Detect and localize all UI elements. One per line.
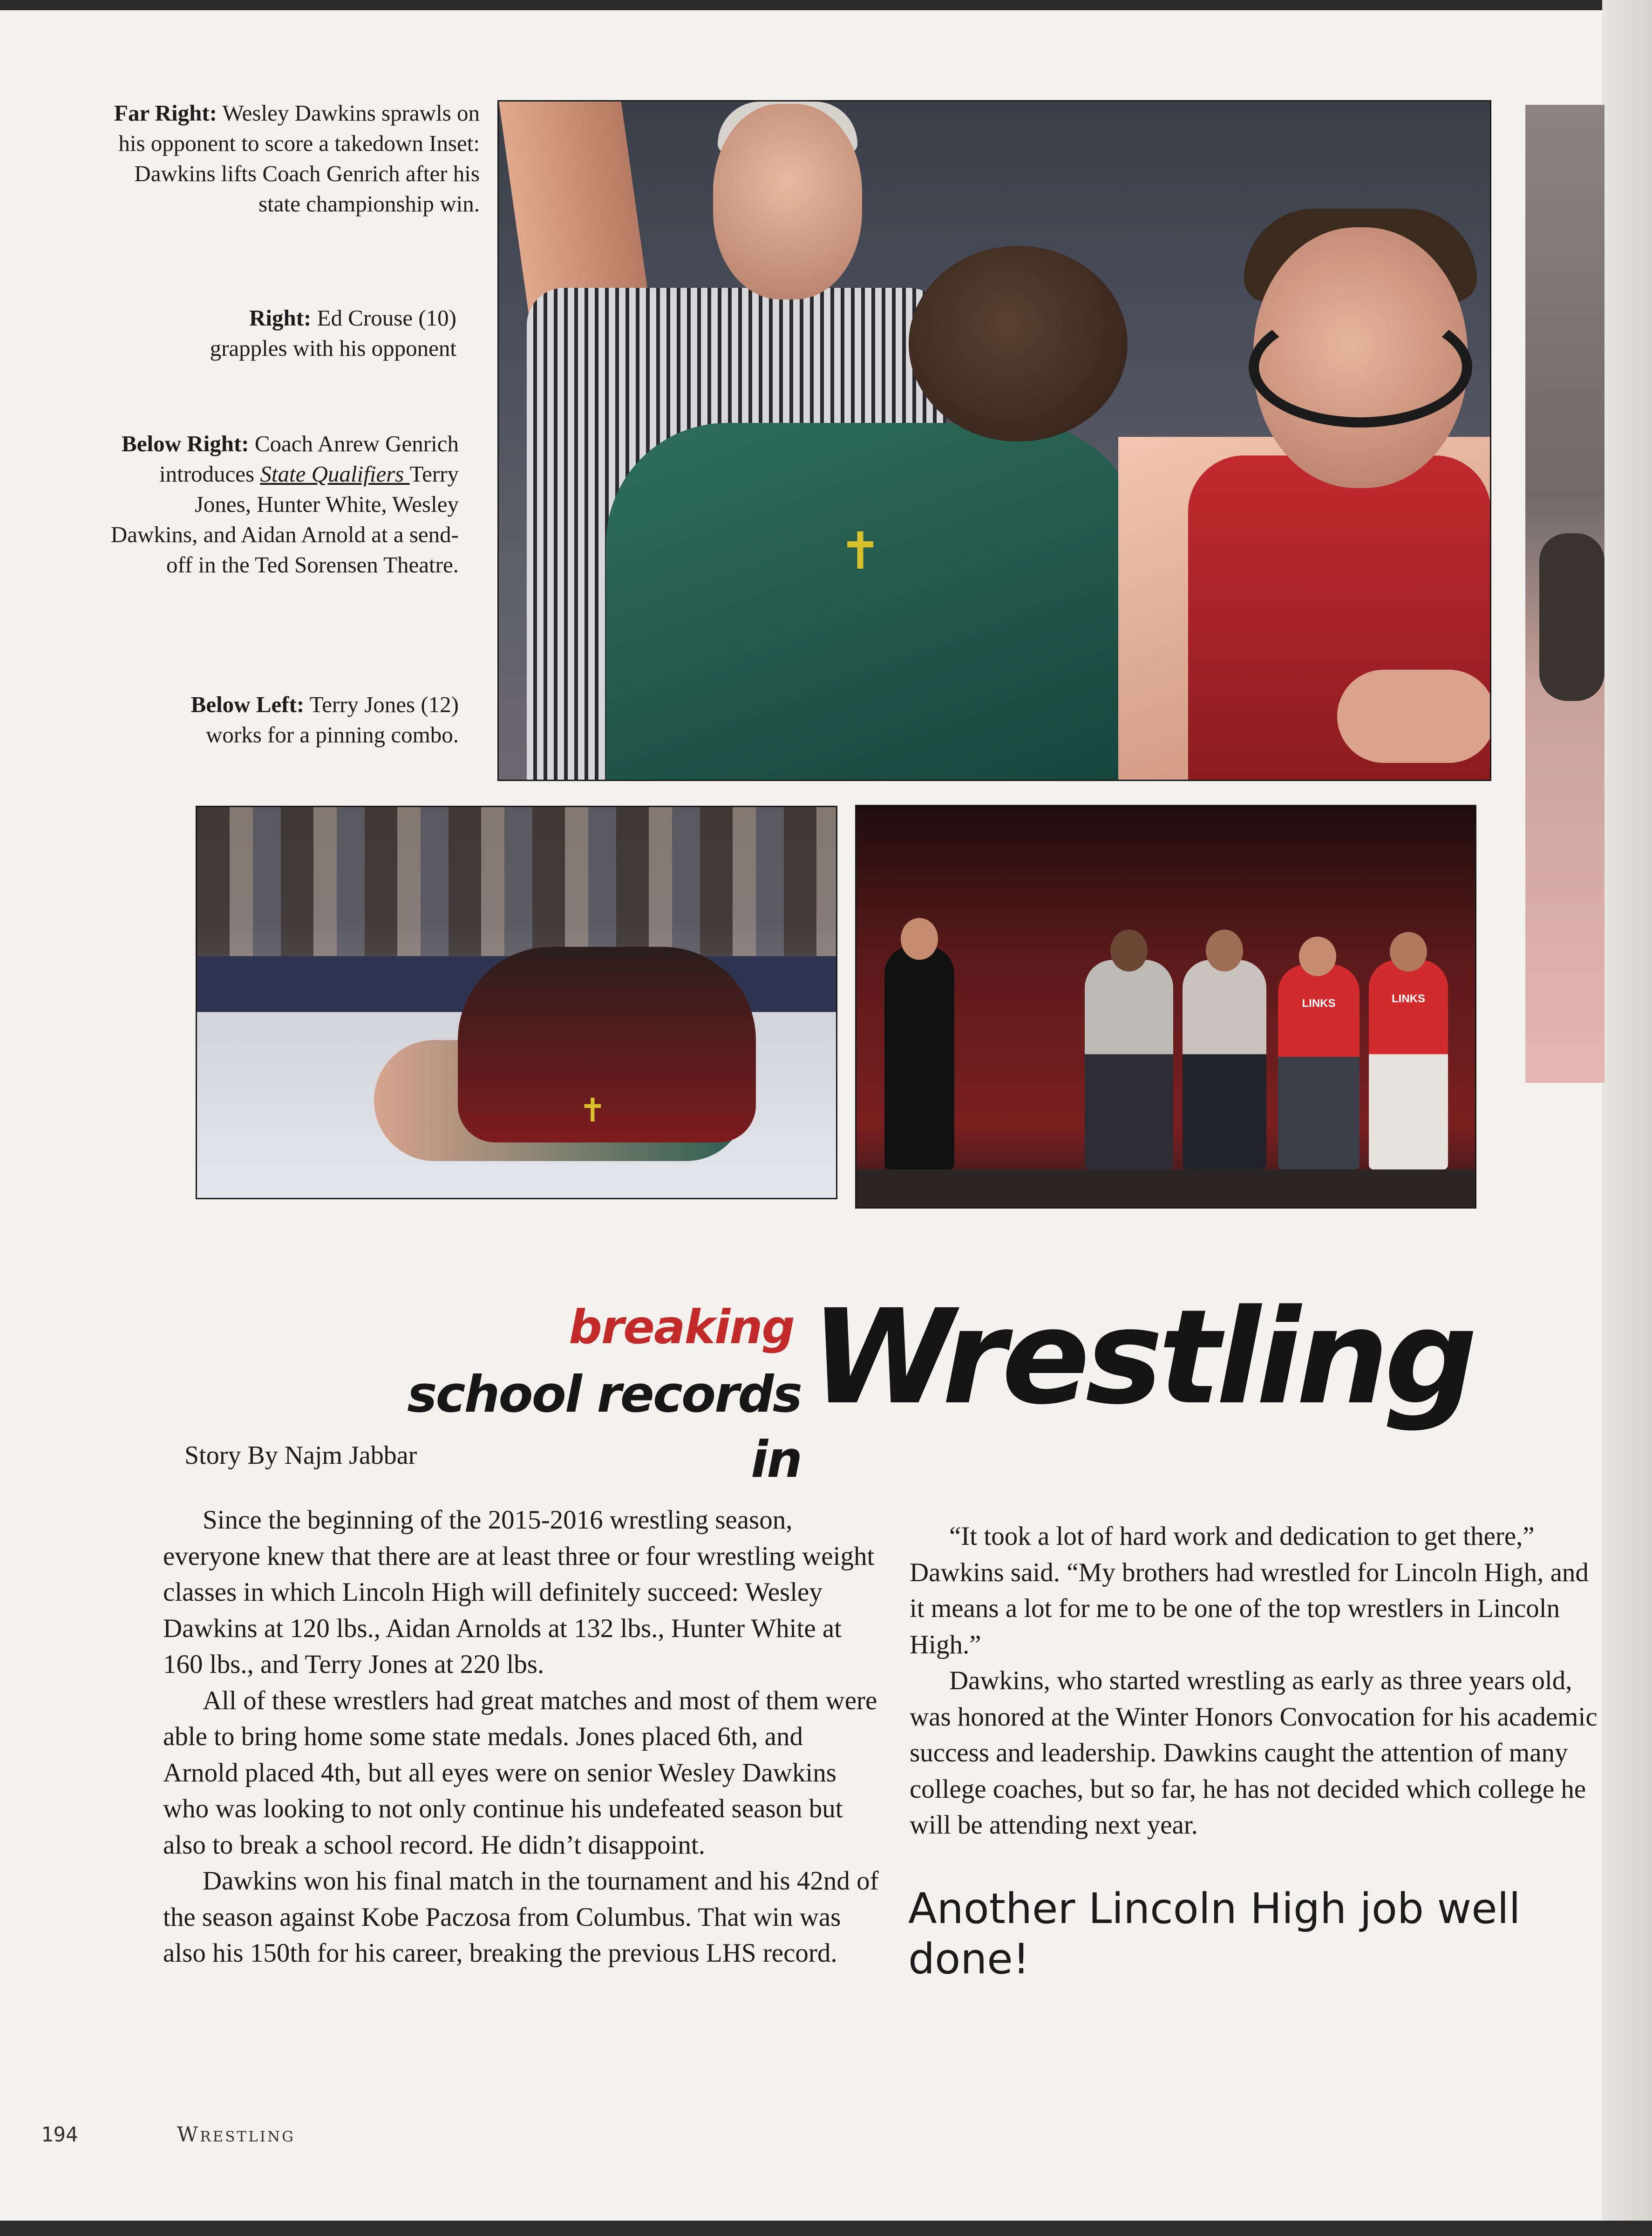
bleed-figure [1539,533,1604,701]
article-paragraph: Dawkins won his final match in the tournament and his 42nd of the season against Kobe Paczosa from Columbus. That win was also his 150th for his career, breaking the previous LHS record. [163,1866,879,1968]
article-closer: Another Lincoln High job well done! [908,1884,1521,1984]
referee-head [713,104,862,299]
wrestler-head-3 [1299,937,1336,976]
wrestler-head-4 [1390,932,1427,972]
page-right-edge [1602,0,1652,2236]
photo-pinning-combo [196,806,837,1199]
caption-below-right: Below Right: Coach Anrew Genrich introduces State Qualifiers Terry Jones, Hunter White, Wesley Dawkins, and Aidan Arnold at a send-off in the Ted Sorensen Theatre. [110,431,459,578]
stage-floor [857,1169,1476,1209]
article-column-right [910,1518,1608,1843]
caption-right: Right: Ed Crouse (10) grapples with his opponent [210,305,456,361]
article-paragraph: Dawkins, who started wrestling as early as three years old, was honored at the Winter Honors Convocation for his academic success and leadership. Dawkins caught the attention of many college coaches, but so far, he has not decided which college he will be attending next year. [910,1666,1598,1840]
wrestler-figure-2 [1183,960,1266,1169]
caption-far-right: Far Right: Wesley Dawkins sprawls on his opponent to score a takedown Inset: Dawkins lifts Coach Genrich after his state championship win. [114,100,480,217]
page-top-edge [0,0,1652,10]
page-number: 194 [41,2123,78,2147]
photo-referee-and-wrestlers [497,100,1491,781]
wrestler-figure-4 [1369,960,1448,1169]
article-paragraph: Since the beginning of the 2015-2016 wrestling season, everyone knew that there are at least three or four wrestling weight classes in which Lincoln High will definitely succeed: Wesley Dawkins at 120 lbs., Aidan Arnolds at 132 lbs., Hunter White at 160 lbs., and Terry Jones at 220 lbs. [163,1505,875,1679]
caption-below-left: Below Left: Terry Jones (12) works for a pinning combo. [190,692,459,748]
photo-send-off-stage [855,805,1476,1209]
green-singlet-wrestler [606,423,1142,781]
coach-figure [884,946,954,1169]
wrestler-figure-3 [1278,965,1360,1169]
wrestler-head-1 [1110,930,1148,972]
article-column-left [163,1502,880,1971]
cross-emblem-icon: ✝ [839,521,882,581]
wrestler-head-2 [1206,930,1243,972]
section-name: Wrestling [177,2123,295,2147]
article-paragraph: All of these wrestlers had great matches and most of them were able to bring home some state medals. Jones placed 6th, and Arnold placed 4th, but all eyes were on senior Wesley Dawkins who was looking to not only continue his undefeated season but also to break a school record. He didn’t disappoint. [163,1685,877,1860]
wrestler-figure-1 [1085,960,1173,1169]
hoodie-text: LINKS [1392,992,1425,1005]
headline-school-records: school records in [407,1366,801,1489]
page-bottom-edge [0,2221,1652,2236]
article-paragraph: “It took a lot of hard work and dedication to get there,” Dawkins said. “My brothers had wrestled for Lincoln High, and it means a lot for me to be one of the top wrestlers in Lincoln High.” [910,1522,1589,1659]
coach-head [901,918,938,960]
cross-emblem-icon: ✝ [579,1091,606,1129]
byline: Story By Najm Jabbar [184,1441,417,1470]
photo-right-page-bleed [1525,105,1604,1083]
green-wrestler-head [909,246,1128,442]
wrestler-hand [1337,670,1491,763]
headline-breaking: breaking [569,1300,794,1354]
headgear-strap [1249,306,1472,428]
hoodie-text: LINKS [1302,997,1336,1010]
headline-wrestling: Wrestling [810,1282,1473,1434]
top-wrestler [458,947,756,1142]
